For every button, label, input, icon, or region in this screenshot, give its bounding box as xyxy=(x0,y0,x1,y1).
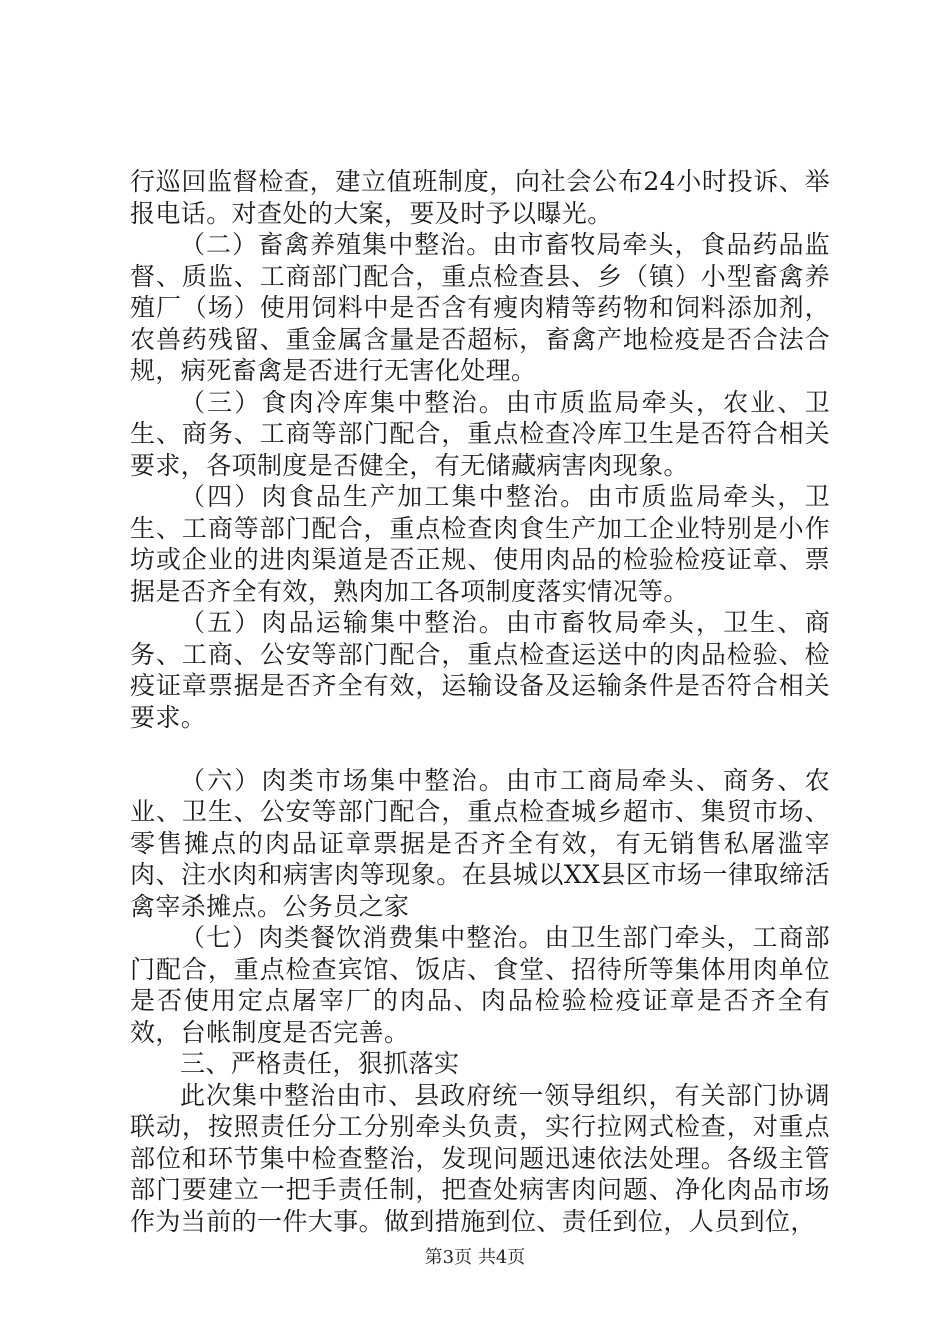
paragraph-meat-market: （六）肉类市场集中整治。由市工商局牵头、商务、农业、卫生、公安等部门配合，重点检查城乡超市、集贸市场、零售摊点的肉品证章票据是否齐全有效，有无销售私屠滥宰肉、注水肉和病害肉等现象。在县城以XX县区市场一律取缔活禽宰杀摊点。公务员之家 xyxy=(130,765,830,921)
paragraph-implementation: 此次集中整治由市、县政府统一领导组织，有关部门协调联动，按照责任分工分别牵头负责，实行拉网式检查，对重点部位和环节集中检查整治，发现问题迅速依法处理。各级主管部门要建立一把手责任制，把查处病害肉问题、净化肉品市场作为当前的一件大事。做到措施到位、责任到位，人员到位， xyxy=(130,1080,830,1236)
paragraph-continuation: 行巡回监督检查，建立值班制度，向社会公布24小时投诉、举报电话。对查处的大案，要及时予以曝光。 xyxy=(130,167,830,228)
paragraph-cold-storage: （三）食肉冷库集中整治。由市质监局牵头，农业、卫生、商务、工商等部门配合，重点检查冷库卫生是否符合相关要求，各项制度是否健全，有无储藏病害肉现象。 xyxy=(130,387,830,480)
document-body xyxy=(130,166,830,1237)
page-number-footer: 第3页 共4页 xyxy=(424,1247,526,1268)
paragraph-catering: （七）肉类餐饮消费集中整治。由卫生部门牵头，工商部门配合，重点检查宾馆、饭店、食堂、招待所等集体用肉单位是否使用定点屠宰厂的肉品、肉品检验检疫证章是否齐全有效，台帐制度是否完善。 xyxy=(130,923,830,1047)
paragraph-gap xyxy=(130,733,830,765)
paragraph-meat-transport: （五）肉品运输集中整治。由市畜牧局牵头，卫生、商务、工商、公安等部门配合，重点检查运送中的肉品检验、检疫证章票据是否齐全有效，运输设备及运输条件是否符合相关要求。 xyxy=(130,608,830,732)
paragraph-meat-processing: （四）肉食品生产加工集中整治。由市质监局牵头，卫生、工商等部门配合，重点检查肉食生产加工企业特别是小作坊或企业的进肉渠道是否正规、使用肉品的检验检疫证章、票据是否齐全有效，熟肉加工各项制度落实情况等。 xyxy=(130,482,830,606)
paragraph-livestock-breeding: （二）畜禽养殖集中整治。由市畜牧局牵头，食品药品监督、质监、工商部门配合，重点检查县、乡（镇）小型畜禽养殖厂（场）使用饲料中是否含有瘦肉精等药物和饲料添加剂，农兽药残留、重金属含量是否超标，畜禽产地检疫是否合法合规，病死畜禽是否进行无害化处理。 xyxy=(130,230,830,385)
section-heading-responsibility: 三、严格责任，狠抓落实 xyxy=(180,1049,460,1078)
